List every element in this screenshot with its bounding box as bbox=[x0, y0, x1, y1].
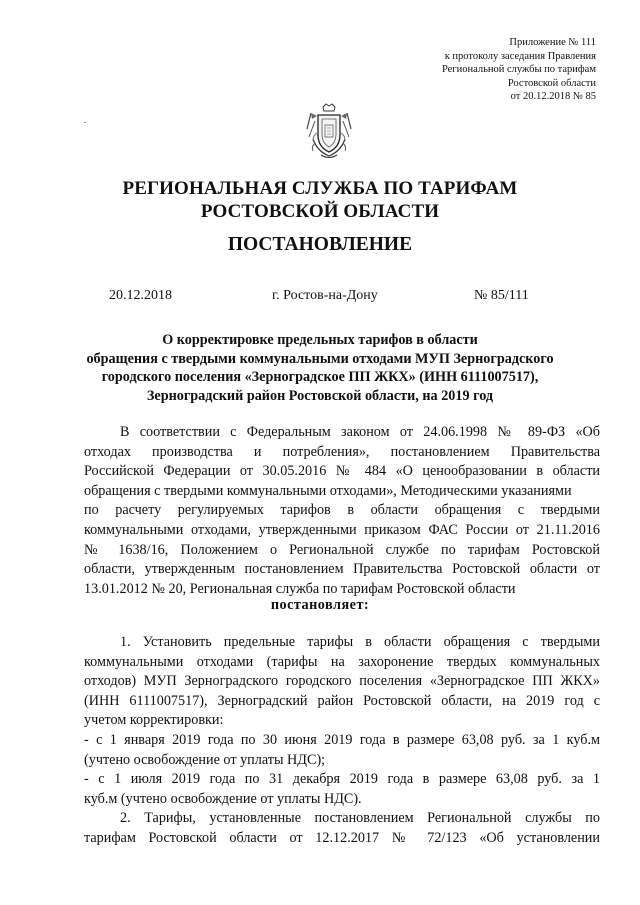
text-line: тарифам Ростовской области от 12.12.2017 № 72/123 «Об установлении bbox=[84, 829, 600, 846]
subject-line: О корректировке предельных тарифов в области bbox=[162, 332, 478, 348]
text-line: 2. Тарифы, установленные постановлением Региональной службы по bbox=[120, 810, 600, 827]
coat-of-arms-icon bbox=[303, 103, 355, 161]
preamble-paragraph bbox=[84, 423, 600, 599]
document-number: № 85/111 bbox=[474, 288, 529, 303]
text-line: 13.01.2012 № 20, Региональная служба по тарифам Ростовской области bbox=[84, 580, 516, 597]
appendix-line: Приложение № 111 bbox=[509, 37, 596, 48]
appendix-line: от 20.12.2018 № 85 bbox=[510, 91, 596, 103]
text-line: (учтено освобождение от уплаты НДС); bbox=[84, 751, 326, 768]
clauses-block bbox=[84, 633, 600, 849]
text-line: куб.м (учтено освобождение от уплаты НДС). bbox=[84, 790, 362, 807]
text-line: - с 1 июля 2019 года по 31 декабря 2019 года в размере 63,08 руб. за 1 bbox=[84, 771, 600, 788]
document-meta-row bbox=[0, 288, 640, 308]
text-line: коммунальными отходами (тарифы на захоронение твердых коммунальных bbox=[84, 653, 600, 670]
text-line: обращения с твердыми коммунальными отходами», Методическими указаниями bbox=[84, 482, 572, 499]
text-line: области, утвержденным постановлением Правительства Ростовской области от bbox=[84, 561, 600, 578]
agency-name bbox=[0, 177, 640, 223]
appendix-line: к протоколу заседания Правления bbox=[444, 50, 596, 62]
appendix-line: Региональной службы по тарифам bbox=[441, 64, 596, 76]
text-line: - с 1 января 2019 года по 30 июня 2019 года в размере 63,08 руб. за 1 куб.м bbox=[84, 731, 600, 748]
text-line: № 1638/16, Положением о Региональной службе по тарифам Ростовской bbox=[84, 541, 600, 558]
subject-line: городского поселения «Зерноградское ПП ЖКХ» (ИНН 6111007517), bbox=[101, 369, 539, 385]
text-line: отходов) МУП Зерноградского городского поселения «Зерноградское ПП ЖКХ» bbox=[84, 673, 600, 690]
text-line: 1. Установить предельные тарифы в области обращения с твердыми bbox=[120, 634, 600, 650]
text-line: отходах производства и потребления», постановлением Правительства bbox=[84, 443, 600, 460]
agency-name-line: РЕГИОНАЛЬНАЯ СЛУЖБА ПО ТАРИФАМ bbox=[122, 178, 518, 199]
document-city: г. Ростов-на-Дону bbox=[272, 288, 378, 303]
document-subject bbox=[0, 331, 640, 405]
subject-line: Зерноградский район Ростовской области, на 2019 год bbox=[146, 387, 494, 404]
document-type-title: ПОСТАНОВЛЕНИЕ bbox=[227, 234, 413, 255]
decree-word: постановляет: bbox=[270, 597, 370, 613]
text-line: коммунальными отходами, утвержденными приказом ФАС России от 21.11.2016 bbox=[84, 521, 600, 538]
text-line: (ИНН 6111007517), Зерноградский район Ростовской области, на 2019 год с bbox=[84, 692, 600, 709]
text-line: В соответствии с Федеральным законом от 24.06.1998 № 89-ФЗ «Об bbox=[120, 424, 600, 440]
appendix-line: Ростовской области bbox=[507, 77, 596, 89]
scan-mark bbox=[84, 122, 86, 123]
document-date: 20.12.2018 bbox=[109, 288, 172, 303]
text-line: учетом корректировки: bbox=[84, 712, 224, 729]
subject-line: обращения с твердыми коммунальными отходами МУП Зерноградского bbox=[86, 350, 554, 367]
appendix-block bbox=[442, 36, 596, 104]
text-line: по расчету регулируемых тарифов в области обращения с твердыми bbox=[84, 502, 600, 519]
text-line: Российской Федерации от 30.05.2016 № 484 «О ценообразовании в области bbox=[84, 463, 600, 480]
agency-name-line: РОСТОВСКОЙ ОБЛАСТИ bbox=[200, 201, 440, 222]
